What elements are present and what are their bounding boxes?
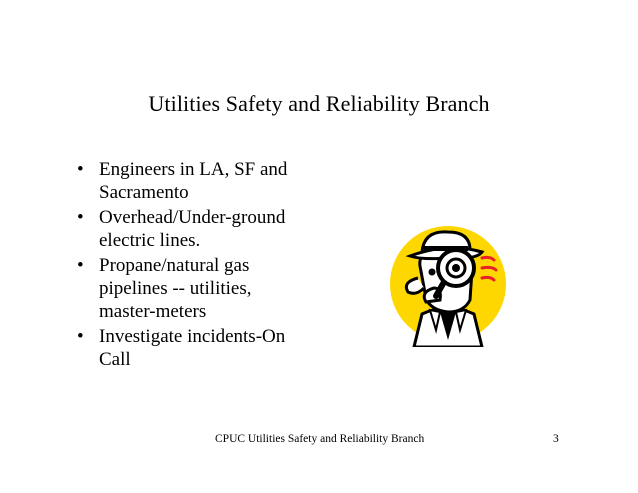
bullet-item — [77, 206, 337, 252]
slide-title: Utilities Safety and Reliability Branch — [148, 91, 490, 116]
bullet-line: Call — [99, 349, 131, 370]
bullet-marker: • — [77, 207, 84, 228]
bullet-item — [77, 325, 337, 371]
bullet-list — [77, 158, 337, 373]
bullet-item — [77, 158, 337, 204]
bullet-marker: • — [77, 159, 84, 180]
bullet-item — [77, 254, 337, 323]
eye — [429, 269, 436, 276]
bullet-line: pipelines -- utilities, — [99, 278, 252, 299]
page-number: 3 — [553, 433, 559, 445]
bullet-line: Engineers in LA, SF and — [99, 159, 288, 180]
bullet-line: Propane/natural gas — [99, 255, 250, 276]
bullet-line: electric lines. — [99, 230, 201, 251]
bullet-line: master-meters — [99, 301, 207, 322]
bullet-marker: • — [77, 326, 84, 347]
bullet-line: Investigate incidents-On — [99, 326, 286, 347]
bullet-line: Overhead/Under-ground — [99, 207, 286, 228]
bullet-line: Sacramento — [99, 182, 189, 203]
footer-text: CPUC Utilities Safety and Reliability Branch — [215, 433, 425, 445]
bullet-marker: • — [77, 255, 84, 276]
detective-magnifying-glass-icon — [378, 222, 518, 347]
pupil — [452, 264, 460, 272]
